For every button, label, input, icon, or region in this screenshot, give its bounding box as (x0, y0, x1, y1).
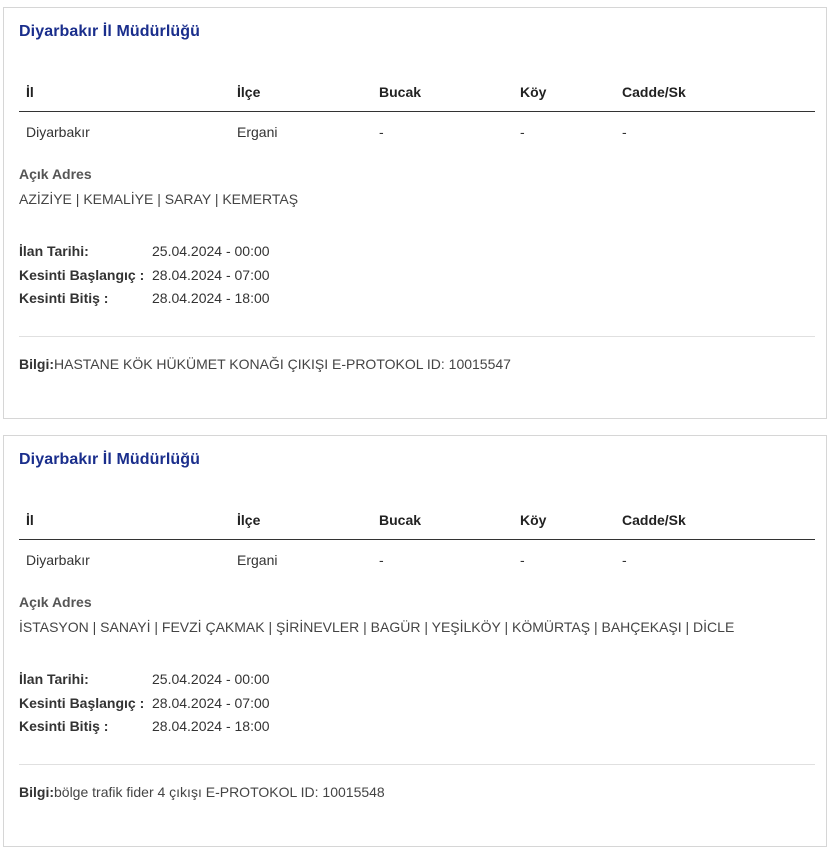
cell-cadde: - (622, 552, 627, 568)
outage-end-value: 28.04.2024 - 18:00 (152, 718, 270, 734)
card-title: Diyarbakır İl Müdürlüğü (19, 23, 200, 40)
outage-start-value: 28.04.2024 - 07:00 (152, 694, 270, 711)
outage-end-label: Kesinti Bitiş : (19, 718, 109, 734)
outage-end-label: Kesinti Bitiş : (19, 290, 109, 306)
announce-date-value: 25.04.2024 - 00:00 (152, 243, 270, 259)
outage-start-label: Kesinti Başlangıç : (19, 694, 145, 711)
table-row (19, 540, 815, 576)
header-ilce: İlçe (237, 512, 261, 528)
cell-koy: - (520, 552, 525, 568)
table-header (19, 76, 815, 112)
cell-ilce: Ergani (237, 124, 278, 140)
divider (19, 764, 815, 765)
address-value: İSTASYON | SANAYİ | FEVZİ ÇAKMAK | ŞİRİNEVLER | BAGÜR | YEŞİLKÖY | KÖMÜRTAŞ | BAHÇEKAŞI | DİCLE (19, 619, 735, 635)
announce-date-label: İlan Tarihi: (19, 671, 89, 687)
address-label: Açık Adres (19, 594, 92, 610)
header-il: İl (26, 84, 34, 100)
info-label: Bilgi: (19, 784, 54, 800)
cell-ilce: Ergani (237, 552, 278, 568)
cell-il: Diyarbakır (26, 552, 90, 568)
header-koy: Köy (520, 84, 547, 100)
info-value: HASTANE KÖK HÜKÜMET KONAĞI ÇIKIŞI E-PROTOKOL ID: 10015547 (54, 356, 511, 372)
address-value: AZİZİYE | KEMALİYE | SARAY | KEMERTAŞ (19, 191, 299, 207)
divider (19, 336, 815, 337)
card-title: Diyarbakır İl Müdürlüğü (19, 451, 200, 468)
cell-il: Diyarbakır (26, 124, 90, 140)
cell-koy: - (520, 124, 525, 140)
table-header (19, 504, 815, 540)
header-koy: Köy (520, 512, 547, 528)
header-il: İl (26, 512, 34, 528)
announce-date-label: İlan Tarihi: (19, 243, 89, 259)
outage-start-label: Kesinti Başlangıç : (19, 266, 145, 283)
info-label: Bilgi: (19, 356, 54, 372)
header-cadde: Cadde/Sk (622, 84, 686, 100)
outage-card (3, 435, 827, 847)
outage-start-value: 28.04.2024 - 07:00 (152, 266, 270, 283)
info-text (19, 784, 385, 800)
location-table (19, 76, 815, 148)
address-label: Açık Adres (19, 166, 92, 182)
info-text (19, 356, 511, 372)
outage-end-value: 28.04.2024 - 18:00 (152, 290, 270, 306)
cell-bucak: - (379, 124, 384, 140)
info-value: bölge trafik fider 4 çıkışı E-PROTOKOL ID: 10015548 (54, 784, 385, 800)
header-ilce: İlçe (237, 84, 261, 100)
header-bucak: Bucak (379, 512, 422, 528)
cell-bucak: - (379, 552, 384, 568)
announce-date-value: 25.04.2024 - 00:00 (152, 671, 270, 687)
location-table (19, 504, 815, 576)
outage-card (3, 7, 827, 419)
table-row (19, 112, 815, 148)
header-bucak: Bucak (379, 84, 422, 100)
header-cadde: Cadde/Sk (622, 512, 686, 528)
cell-cadde: - (622, 124, 627, 140)
